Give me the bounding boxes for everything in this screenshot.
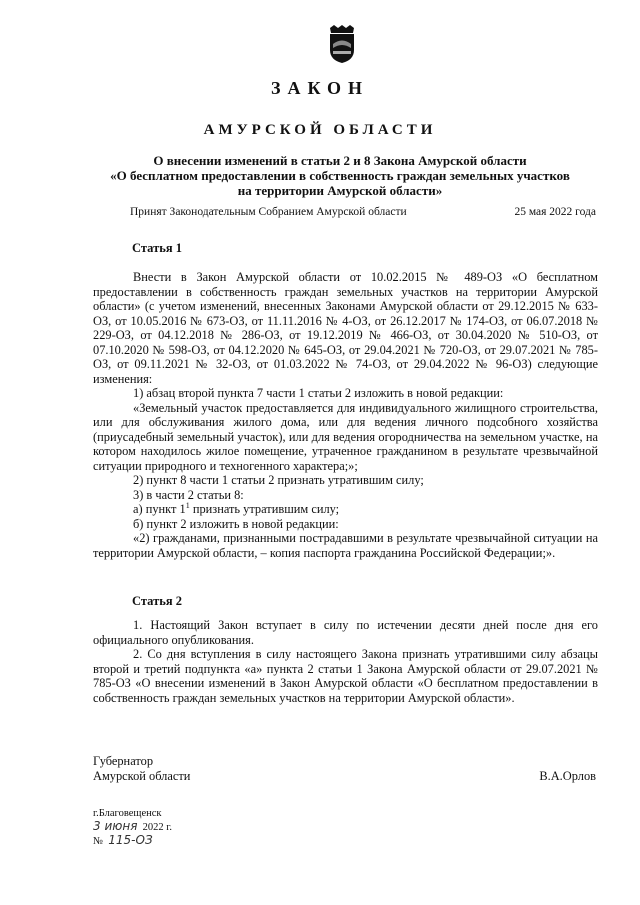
article-2-body (93, 618, 598, 705)
article-2-heading: Статья 2 (132, 594, 182, 608)
article-1-item-3b: б) пункт 2 изложить в новой редакции: (133, 516, 339, 531)
region-name: АМУРСКОЙ ОБЛАСТИ (203, 122, 437, 138)
law-number (93, 834, 172, 848)
signatory-position (93, 754, 190, 784)
handwritten-date: 3 июня (93, 819, 138, 833)
signatory-position-line: Губернатор (93, 754, 154, 768)
handwritten-number: 115-ОЗ (108, 833, 153, 847)
article-1-heading: Статья 1 (132, 241, 182, 255)
place-and-number (93, 808, 172, 848)
coat-of-arms-icon (322, 24, 362, 64)
article-1-quote-2: «2) гражданами, признанными пострадавшими в результате чрезвычайной ситуации на территории Амурской области, – копия паспорта гражданина Российской Федерации;». (93, 531, 598, 560)
signing-date (93, 820, 172, 834)
accepted-date: 25 мая 2022 года (514, 206, 596, 218)
article-1-item-3: 3) в части 2 статьи 8: (133, 487, 244, 502)
article-1-item-3a (93, 502, 598, 517)
article-1-item-2: 2) пункт 8 части 1 статьи 2 признать утратившим силу; (133, 473, 424, 487)
law-subject (100, 153, 580, 198)
subject-line: на территории Амурской области» (237, 183, 443, 198)
article-1-body (93, 270, 598, 560)
signatory-position-line: Амурской области (93, 769, 191, 783)
item-3a-text: а) пункт 1 (133, 502, 186, 516)
article-2-paragraph-2: 2. Со дня вступления в силу настоящего Закона признать утратившими силу абзацы второй и третий подпункта «а» пункта 2 статьи 1 Закона Амурской области от 29.07.2021 № 785-ОЗ «О внесении изменений в Закон Амурской области «О бесплатном предоставлении в собственность граждан земельных участков на территории Амурской области». (93, 647, 598, 705)
subject-line: «О бесплатном предоставлении в собственность граждан земельных участков (110, 168, 570, 183)
document-type: ЗАКОН (270, 78, 370, 98)
city: г.Благовещенск (93, 808, 162, 819)
article-1-intro: Внести в Закон Амурской области от 10.02.2015 № 489-ОЗ «О бесплатном предоставлении в собственность граждан земельных участков на территории Амурской области» (с учетом изменений, внесенных Законами Амурской области от 29.12.2015 № 633-ОЗ, от 10.05.2016 № 673-ОЗ, от 11.11.2016 № 4-ОЗ, от 26.12.2017 № 174-ОЗ, от 06.07.2018 № 229-ОЗ, от 04.12.2018 № 286-ОЗ, от 19.12.2019 № 466-ОЗ, от 30.04.2020 № 510-ОЗ, от 07.10.2020 № 598-ОЗ, от 04.12.2020 № 645-ОЗ, от 29.04.2021 № 720-ОЗ, от 29.07.2021 № 785-ОЗ, от 09.11.2021 № 32-ОЗ, от 01.03.2022 № 74-ОЗ, от 29.04.2022 № 96-ОЗ) следующие изменения: (93, 270, 598, 386)
subject-line: О внесении изменений в статьи 2 и 8 Закона Амурской области (153, 153, 527, 168)
signatory-name: В.А.Орлов (539, 769, 596, 783)
article-1-quote-1: «Земельный участок предоставляется для индивидуального жилищного строительства, или для обслуживания жилого дома, или для ведения личного подсобного хозяйства (приусадебный земельный участок), или для ведения огородничества на земельном участке, на котором находилось жилое помещение, утраченное гражданином в результате чрезвычайной ситуации природного и техногенного характера;»; (93, 400, 598, 473)
item-3a-superscript: 1 (185, 500, 190, 510)
article-1-item-1: 1) абзац второй пункта 7 части 1 статьи 2 изложить в новой редакции: (133, 386, 504, 400)
number-sign: № (93, 836, 104, 847)
item-3a-text-end: признать утратившим силу; (189, 502, 340, 516)
year: 2022 г. (142, 822, 173, 833)
article-2-paragraph-1: 1. Настоящий Закон вступает в силу по истечении десяти дней после дня его официального опубликования. (93, 618, 598, 647)
accepted-by: Принят Законодательным Собранием Амурской области (130, 206, 407, 218)
